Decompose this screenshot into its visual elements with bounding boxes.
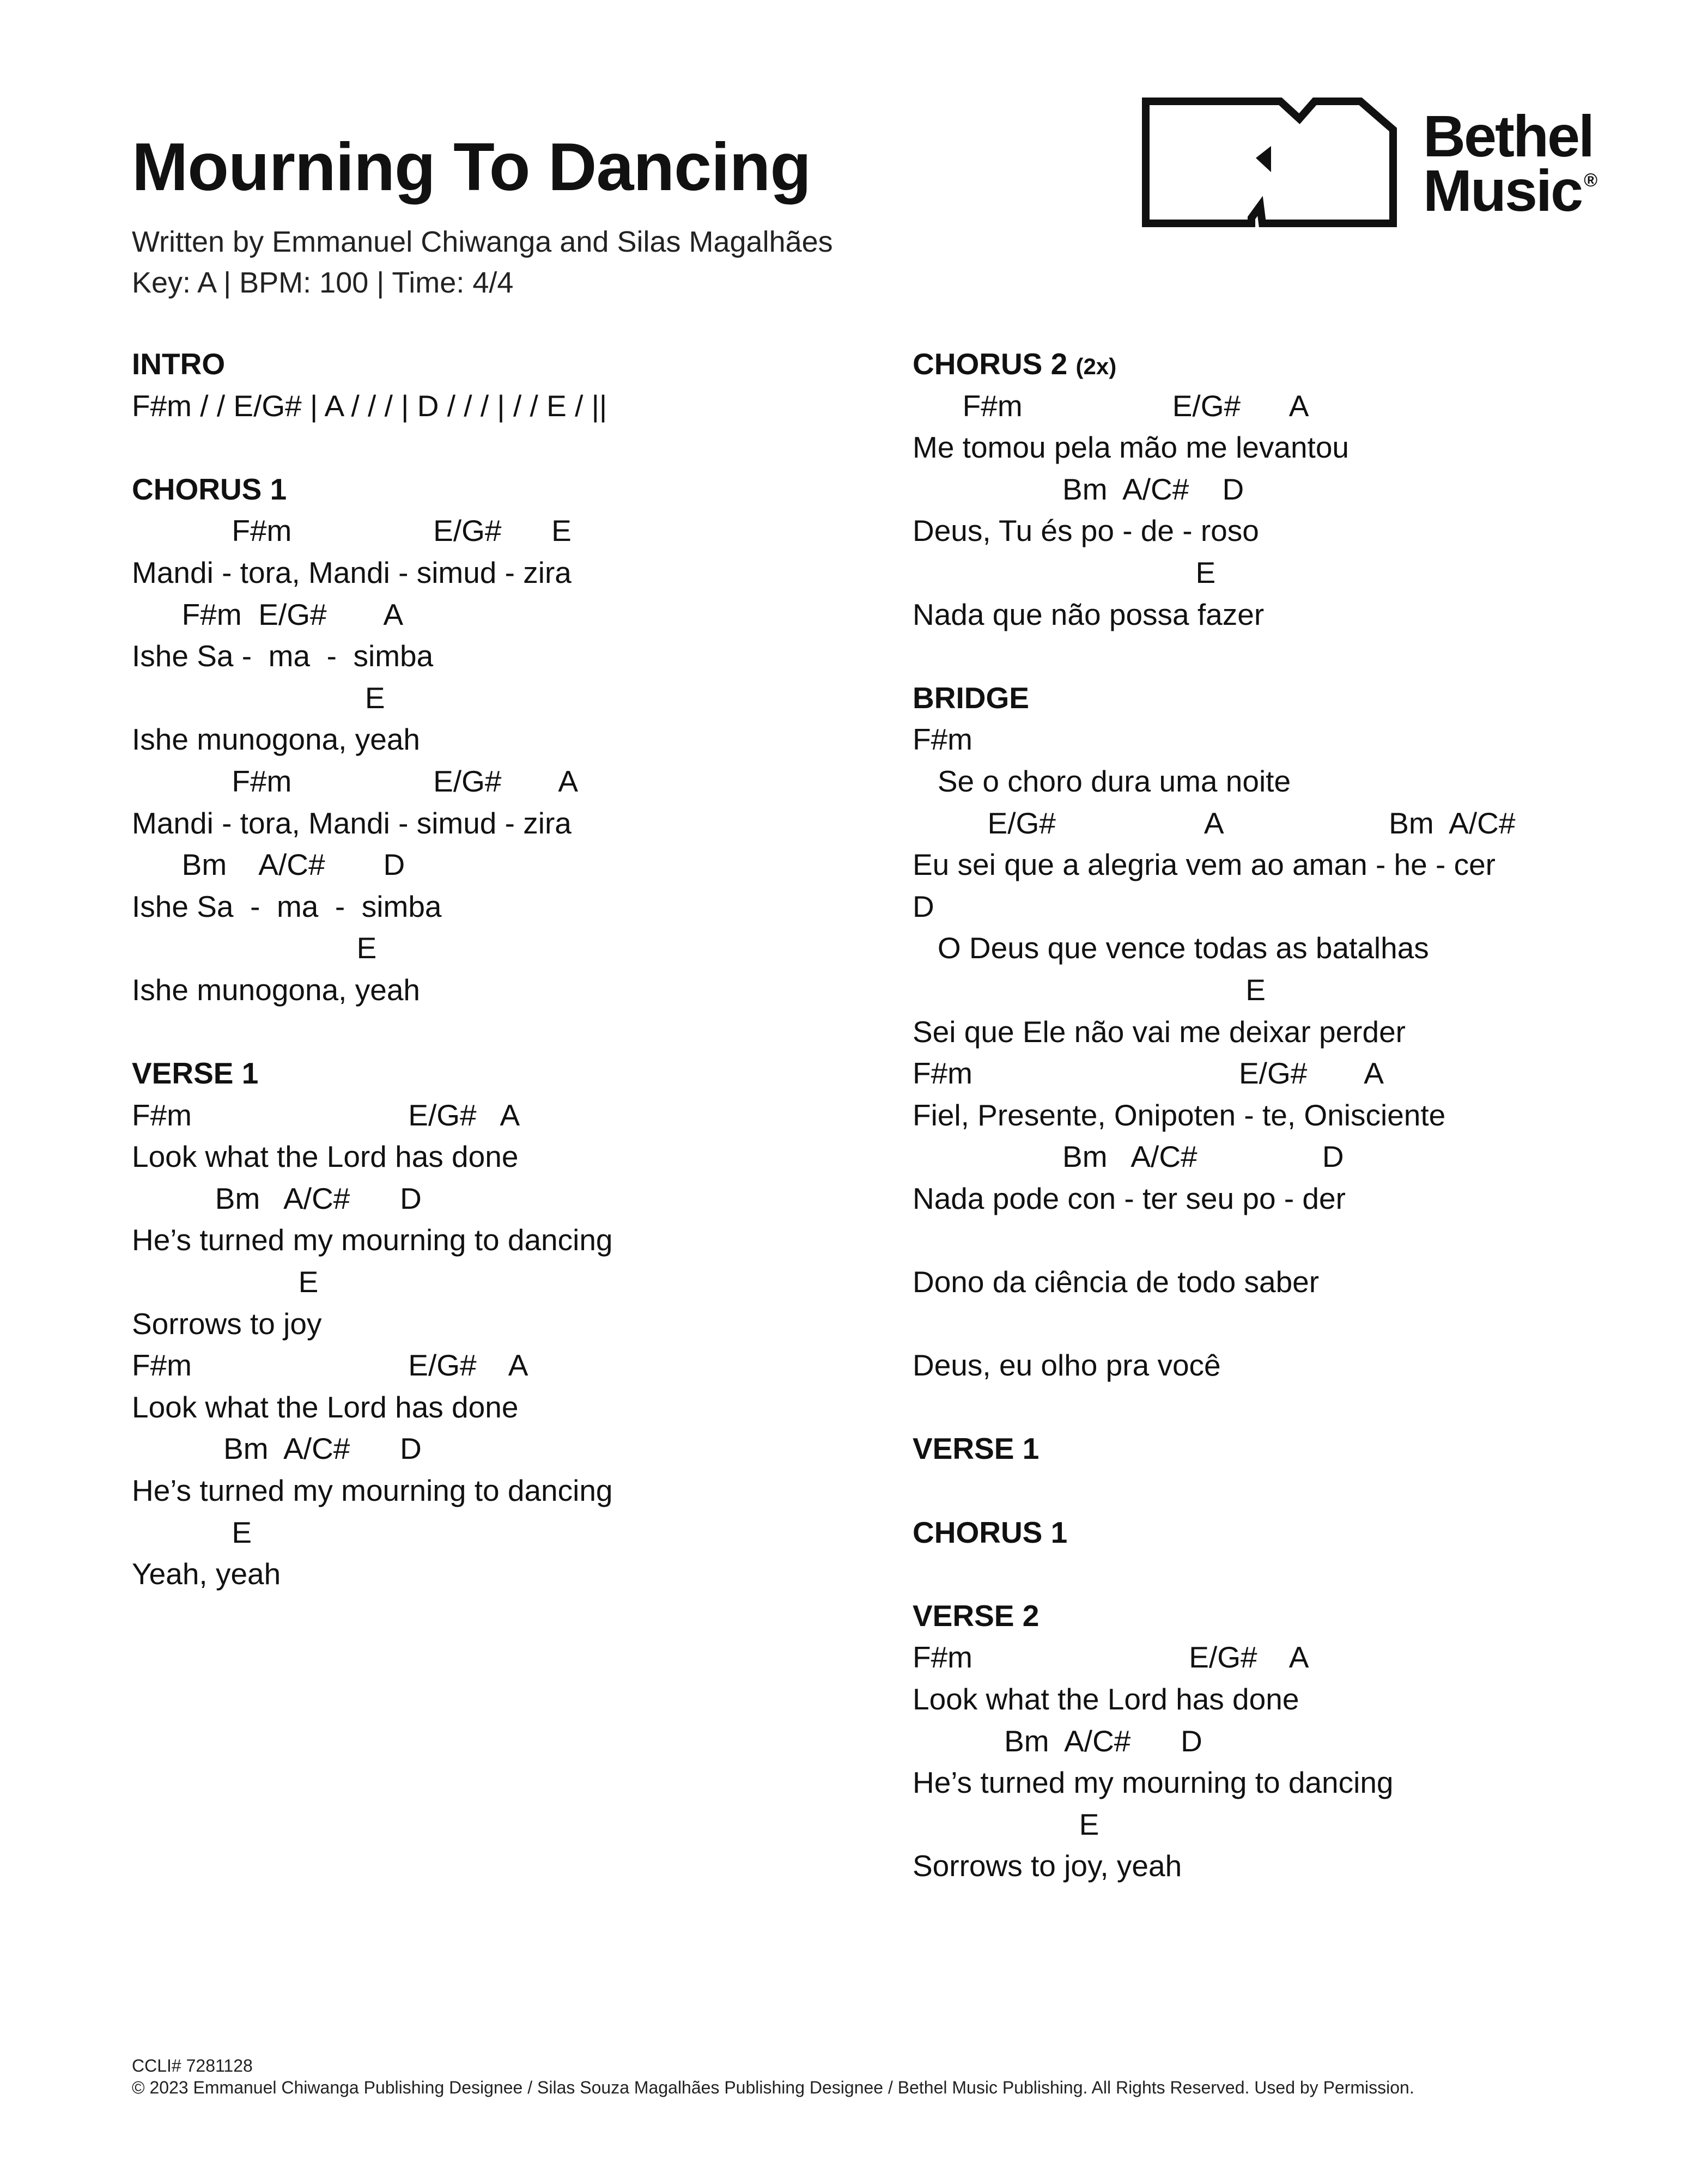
line-text: F#m E/G# A xyxy=(132,764,579,798)
line-text: Sei que Ele não vai me deixar perder xyxy=(913,1014,1406,1049)
line-text: Look what the Lord has done xyxy=(132,1140,519,1174)
section-heading xyxy=(132,343,884,385)
blank-line xyxy=(913,1219,1664,1261)
chord-line xyxy=(132,677,884,719)
lyric-line xyxy=(913,510,1664,552)
chord-line xyxy=(913,1636,1664,1678)
lyric-line xyxy=(913,1845,1664,1887)
line-text: Ishe munogona, yeah xyxy=(132,972,420,1007)
chord-line xyxy=(132,1512,884,1554)
line-text: E xyxy=(132,1265,319,1299)
section-heading xyxy=(132,468,884,510)
line-text: F#m E/G# A xyxy=(132,597,404,631)
section-heading xyxy=(913,1512,1664,1554)
chord-line xyxy=(132,844,884,886)
bethel-music-wordmark xyxy=(1423,103,1598,224)
chord-line xyxy=(913,468,1664,510)
line-text: Bm A/C# D xyxy=(913,1724,1202,1758)
lyric-line xyxy=(913,1261,1664,1303)
logo-line-1: Bethel xyxy=(1423,103,1594,169)
line-text: He’s turned my mourning to dancing xyxy=(913,1766,1394,1800)
chord-line xyxy=(132,1344,884,1386)
chord-line xyxy=(913,1136,1664,1178)
chord-line xyxy=(132,1428,884,1470)
lyric-line xyxy=(913,760,1664,802)
line-text: Look what the Lord has done xyxy=(132,1390,519,1424)
page-title: Mourning To Dancing xyxy=(132,130,811,205)
lyric-line xyxy=(913,1678,1664,1720)
line-text: Sorrows to joy xyxy=(132,1306,322,1341)
left-column xyxy=(132,343,884,1595)
section-heading xyxy=(913,1595,1664,1637)
line-text: Bm A/C# D xyxy=(913,472,1244,506)
chord-line xyxy=(913,385,1664,427)
line-text: Sorrows to joy, yeah xyxy=(913,1849,1182,1883)
line-text: BRIDGE xyxy=(913,680,1029,715)
lyric-line xyxy=(132,969,884,1011)
line-text: He’s turned my mourning to dancing xyxy=(132,1223,613,1257)
line-text: Bm A/C# D xyxy=(132,1181,422,1215)
line-text: CHORUS 1 xyxy=(913,1515,1068,1549)
line-text: Deus, Tu és po - de - roso xyxy=(913,514,1259,548)
lyric-line xyxy=(913,1094,1664,1136)
chord-line xyxy=(913,1052,1664,1094)
lyric-line xyxy=(913,594,1664,636)
line-text: F#m xyxy=(913,722,972,757)
chord-line xyxy=(132,1094,884,1136)
chord-line xyxy=(132,760,884,802)
section-heading xyxy=(913,343,1664,385)
line-text: Deus, eu olho pra você xyxy=(913,1348,1221,1383)
lyric-line xyxy=(132,1553,884,1595)
line-text: Dono da ciência de todo saber xyxy=(913,1265,1320,1299)
blank-line xyxy=(913,1470,1664,1512)
line-text: F#m E/G# A xyxy=(913,1640,1309,1675)
line-text: E xyxy=(132,931,377,965)
line-text: CHORUS 2 xyxy=(913,347,1068,381)
section-heading xyxy=(913,677,1664,719)
line-text: Nada que não possa fazer xyxy=(913,597,1265,631)
line-text: F#m E/G# A xyxy=(913,388,1309,423)
line-text: He’s turned my mourning to dancing xyxy=(132,1474,613,1508)
line-text: E xyxy=(132,1515,252,1549)
lyric-line xyxy=(132,552,884,594)
lyric-line xyxy=(913,1178,1664,1220)
chord-line xyxy=(913,1804,1664,1846)
line-text: CHORUS 1 xyxy=(132,472,287,506)
chord-line xyxy=(913,802,1664,844)
line-text: Bm A/C# D xyxy=(913,1140,1344,1174)
line-text: E xyxy=(913,1807,1099,1841)
blank-line xyxy=(913,635,1664,677)
blank-line xyxy=(913,1303,1664,1345)
logo-line-2-text: Music xyxy=(1423,157,1582,224)
right-column xyxy=(913,343,1664,1887)
chord-line xyxy=(132,1261,884,1303)
line-text: Look what the Lord has done xyxy=(913,1682,1299,1716)
chord-line xyxy=(913,1720,1664,1762)
line-text: VERSE 2 xyxy=(913,1598,1040,1633)
logo-line-2 xyxy=(1423,157,1598,224)
line-text: F#m E/G# A xyxy=(132,1348,528,1383)
line-text: F#m / / E/G# | A / / / | D / / / | / / E / || xyxy=(132,388,607,423)
line-text: F#m E/G# A xyxy=(913,1056,1384,1091)
lyric-line xyxy=(132,802,884,844)
lyric-line xyxy=(132,1386,884,1428)
chord-line xyxy=(132,594,884,636)
section-repeat-note: (2x) xyxy=(1075,354,1117,379)
line-text: Fiel, Presente, Onipoten - te, Onisciente xyxy=(913,1098,1446,1132)
line-text: Mandi - tora, Mandi - simud - zira xyxy=(132,806,572,840)
blank-line xyxy=(913,1386,1664,1428)
blank-line xyxy=(913,1553,1664,1595)
line-text: Ishe Sa - ma - simba xyxy=(132,889,442,923)
lyric-line xyxy=(913,1762,1664,1804)
line-text: D xyxy=(913,889,934,923)
lyric-line xyxy=(913,427,1664,468)
writers-credit: Written by Emmanuel Chiwanga and Silas Magalhães xyxy=(132,226,833,258)
lyric-line xyxy=(132,1470,884,1512)
chord-line xyxy=(132,510,884,552)
lyric-line xyxy=(132,635,884,677)
lyric-line xyxy=(132,1219,884,1261)
line-text: E/G# A Bm A/C# xyxy=(913,806,1516,840)
line-text: VERSE 1 xyxy=(913,1432,1040,1466)
section-heading xyxy=(132,1052,884,1094)
chord-line xyxy=(913,969,1664,1011)
line-text: O Deus que vence todas as batalhas xyxy=(913,931,1429,965)
lyric-line xyxy=(132,886,884,928)
bethel-music-logo-icon xyxy=(1141,97,1397,230)
copyright-notice: © 2023 Emmanuel Chiwanga Publishing Designee / Silas Souza Magalhães Publishing Designee / Bethel Music Publishing. All Rights Reserved. Used by Permission. xyxy=(132,2078,1414,2097)
line-text: Bm A/C# D xyxy=(132,848,405,882)
ccli-number: CCLI# 7281128 xyxy=(132,2056,253,2075)
lyric-line xyxy=(913,844,1664,886)
line-text: Me tomou pela mão me levantou xyxy=(913,430,1349,465)
chord-line xyxy=(913,719,1664,760)
line-text: E xyxy=(913,972,1266,1007)
line-text: Nada pode con - ter seu po - der xyxy=(913,1181,1346,1215)
line-text: INTRO xyxy=(132,347,226,381)
lyric-line xyxy=(132,385,884,427)
line-text: Eu sei que a alegria vem ao aman - he - cer xyxy=(913,848,1496,882)
line-text: E xyxy=(913,555,1216,589)
chord-line xyxy=(913,552,1664,594)
lyric-line xyxy=(132,1136,884,1178)
lyric-line xyxy=(913,927,1664,969)
line-text: F#m E/G# E xyxy=(132,514,572,548)
lyric-line xyxy=(132,719,884,760)
blank-line xyxy=(132,1011,884,1053)
blank-line xyxy=(132,427,884,468)
chord-line xyxy=(132,1178,884,1220)
section-heading xyxy=(913,1428,1664,1470)
line-text: Yeah, yeah xyxy=(132,1557,281,1591)
line-text: E xyxy=(132,680,385,715)
chord-line xyxy=(132,927,884,969)
chord-line xyxy=(913,886,1664,928)
line-text: Se o choro dura uma noite xyxy=(913,764,1291,798)
lyric-line xyxy=(132,1303,884,1345)
lyric-line xyxy=(913,1344,1664,1386)
lyric-line xyxy=(913,1011,1664,1053)
line-text: VERSE 1 xyxy=(132,1056,259,1091)
line-text: Ishe Sa - ma - simba xyxy=(132,639,434,673)
line-text: Ishe munogona, yeah xyxy=(132,722,420,757)
key-bpm-time: Key: A | BPM: 100 | Time: 4/4 xyxy=(132,266,514,299)
line-text: Mandi - tora, Mandi - simud - zira xyxy=(132,555,572,589)
line-text: Bm A/C# D xyxy=(132,1432,422,1466)
line-text: F#m E/G# A xyxy=(132,1098,520,1132)
registered-mark: ® xyxy=(1584,170,1598,191)
